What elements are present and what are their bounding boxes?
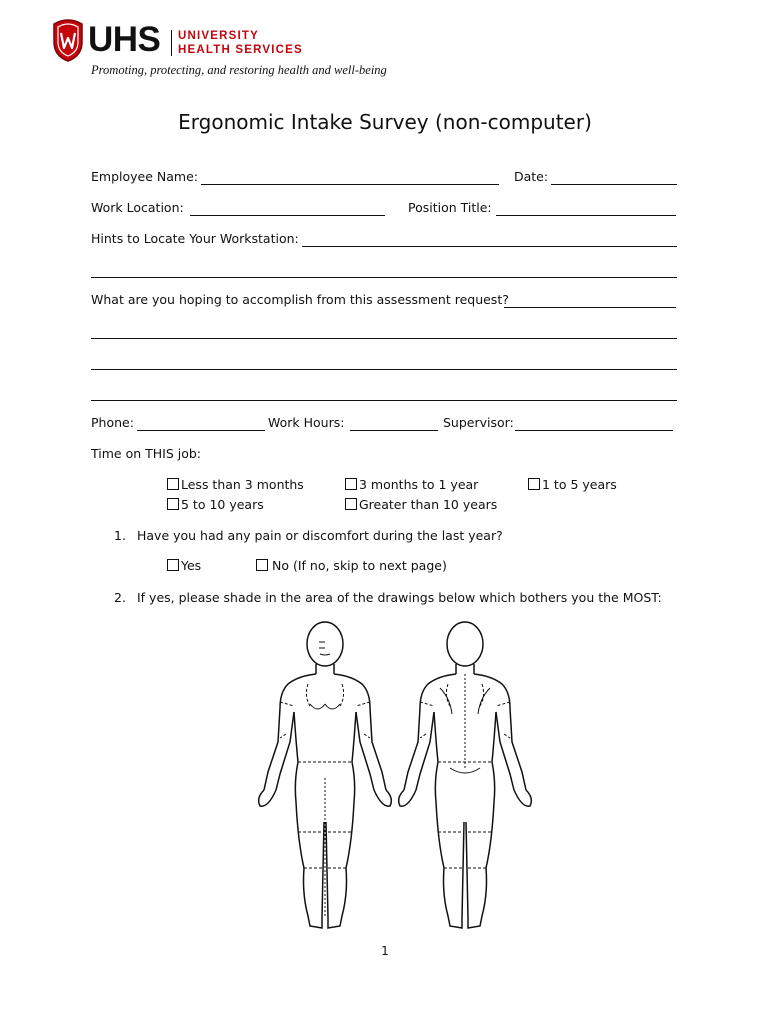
date-field[interactable]: [551, 184, 677, 185]
phone-field[interactable]: [137, 430, 265, 431]
hoping-field-line-3[interactable]: [91, 369, 677, 370]
option-less-than-3-months[interactable]: Less than 3 months: [167, 477, 304, 492]
q1-no-option[interactable]: No (If no, skip to next page): [256, 558, 447, 573]
checkbox[interactable]: [167, 559, 179, 571]
phone-label: Phone:: [91, 415, 134, 430]
body-diagrams[interactable]: [240, 618, 550, 930]
university-crest-icon: [52, 18, 84, 62]
back-body-outline: [399, 622, 532, 928]
form-title: Ergonomic Intake Survey (non-computer): [178, 110, 592, 134]
hints-field[interactable]: [302, 246, 677, 247]
option-5-to-10-years[interactable]: 5 to 10 years: [167, 497, 264, 512]
time-on-job-label: Time on THIS job:: [91, 446, 202, 461]
front-body-outline: [259, 622, 392, 928]
q1-text: Have you had any pain or discomfort during the last year?: [137, 528, 503, 543]
work-hours-field[interactable]: [350, 430, 438, 431]
checkbox[interactable]: [528, 478, 540, 490]
work-location-label: Work Location:: [91, 200, 184, 215]
position-title-label: Position Title:: [408, 200, 492, 215]
supervisor-label: Supervisor:: [443, 415, 514, 430]
checkbox[interactable]: [167, 478, 179, 490]
checkbox[interactable]: [167, 498, 179, 510]
position-title-field[interactable]: [496, 215, 676, 216]
logo-line-2: HEALTH SERVICES: [178, 44, 303, 56]
supervisor-field[interactable]: [515, 430, 673, 431]
checkbox[interactable]: [345, 498, 357, 510]
tagline: Promoting, protecting, and restoring health and well-being: [91, 63, 387, 77]
logo-line-1: UNIVERSITY: [178, 30, 260, 42]
hoping-field-line-2[interactable]: [91, 338, 677, 339]
date-label: Date:: [514, 169, 549, 184]
q1-number: 1.: [114, 528, 126, 543]
hints-label: Hints to Locate Your Workstation:: [91, 231, 299, 246]
employee-name-label: Employee Name:: [91, 169, 198, 184]
checkbox[interactable]: [345, 478, 357, 490]
logo-wordmark: UHS: [88, 20, 161, 59]
logo-divider: [171, 30, 172, 56]
hoping-field-line-4[interactable]: [91, 400, 677, 401]
checkbox[interactable]: [256, 559, 268, 571]
page-number: 1: [381, 944, 389, 958]
option-greater-than-10-years[interactable]: Greater than 10 years: [345, 497, 497, 512]
q1-yes-option[interactable]: Yes: [167, 558, 201, 573]
hoping-field[interactable]: [504, 307, 676, 308]
q2-number: 2.: [114, 590, 126, 605]
employee-name-field[interactable]: [201, 184, 499, 185]
hints-field-line-2[interactable]: [91, 277, 677, 278]
q2-text: If yes, please shade in the area of the drawings below which bothers you the MOST:: [137, 590, 662, 605]
work-hours-label: Work Hours:: [268, 415, 345, 430]
option-3-months-to-1-year[interactable]: 3 months to 1 year: [345, 477, 478, 492]
work-location-field[interactable]: [190, 215, 385, 216]
hoping-label: What are you hoping to accomplish from this assessment request?: [91, 292, 509, 307]
option-1-to-5-years[interactable]: 1 to 5 years: [528, 477, 617, 492]
